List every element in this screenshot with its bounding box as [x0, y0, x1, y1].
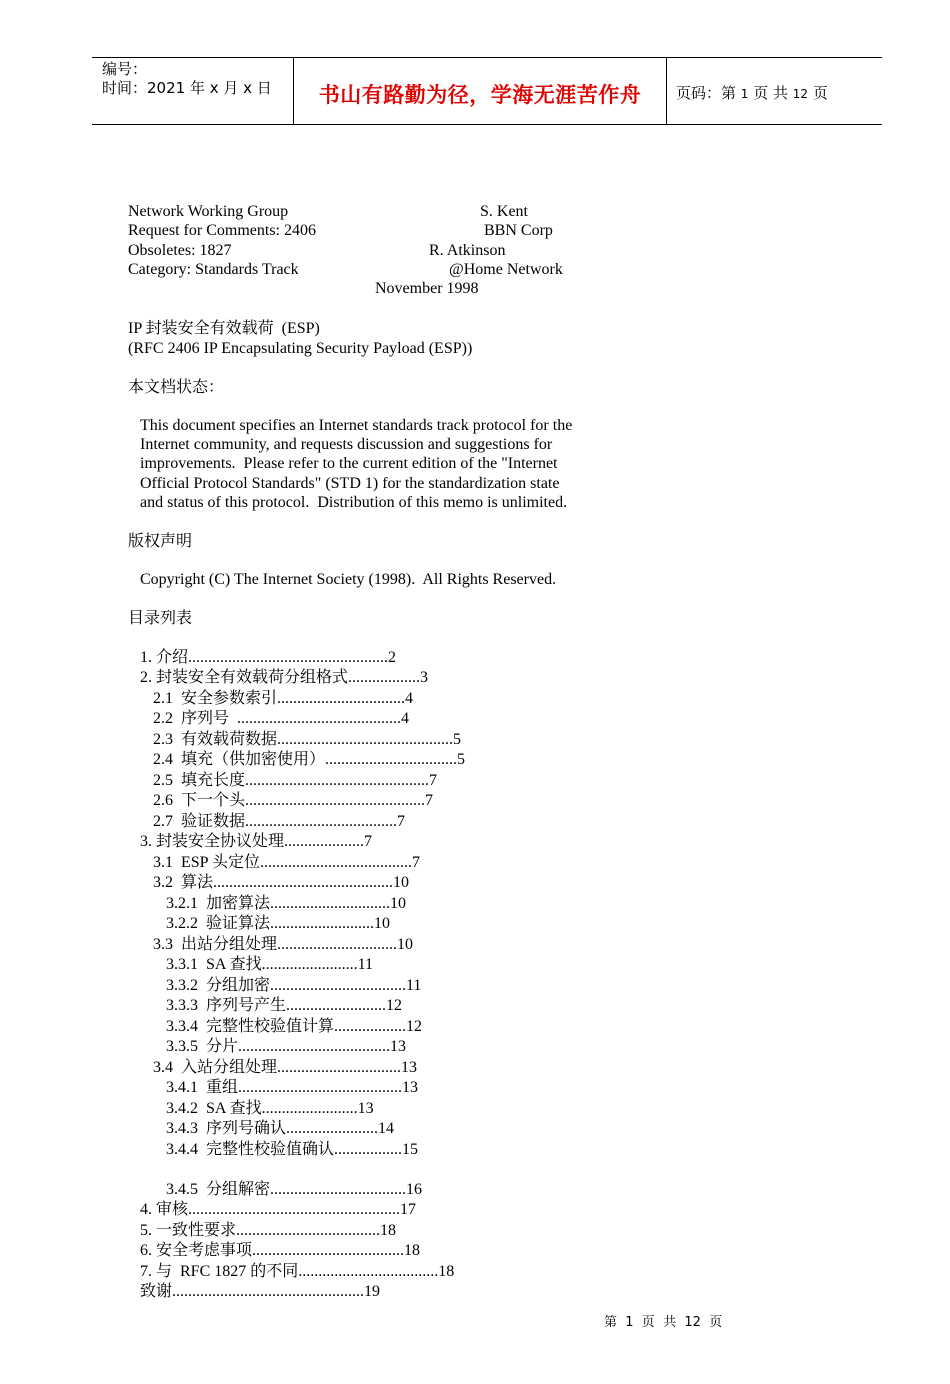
toc-entry[interactable]: 3.3.5 分片......................................13: [166, 1038, 407, 1055]
rfc-meta-left-1: Request for Comments: 2406: [128, 222, 316, 239]
toc-entry[interactable]: 2.7 验证数据......................................7: [153, 813, 406, 830]
toc-entry[interactable]: 2.4 填充（供加密使用）.................................5: [153, 751, 466, 768]
page-footer: 第 1 页 共 12 页: [604, 1315, 723, 1330]
doc-title-zh: IP 封装安全有效载荷 (ESP): [128, 320, 320, 337]
toc-entry[interactable]: 6. 安全考虑事项......................................18: [140, 1242, 421, 1259]
header-page-number: [676, 82, 828, 103]
toc-entry[interactable]: 3. 封装安全协议处理....................7: [140, 833, 373, 850]
rfc-meta-left-3: Category: Standards Track: [128, 261, 299, 278]
rfc-meta-left-0: Network Working Group: [128, 203, 289, 220]
toc-entry[interactable]: 2.3 有效载荷数据............................................5: [153, 731, 462, 748]
copyright-heading: 版权声明: [128, 533, 193, 550]
serial-label: 编号：: [102, 60, 148, 78]
rfc-meta-right-3: @Home Network: [449, 261, 563, 278]
status-line-3: Official Protocol Standards" (STD 1) for the standardization state: [140, 475, 560, 492]
toc-entry[interactable]: 3.3 出站分组处理..............................10: [153, 936, 414, 953]
toc-entry[interactable]: 3.2.2 验证算法..........................10: [166, 915, 391, 932]
page-label-suffix: 页: [812, 84, 828, 102]
toc-entry[interactable]: 3.3.1 SA 查找........................11: [166, 956, 373, 973]
rfc-meta-right-1: BBN Corp: [484, 222, 553, 239]
toc-entry[interactable]: 2.2 序列号 .........................................4: [153, 710, 410, 727]
rfc-meta-left-2: Obsoletes: 1827: [128, 242, 232, 259]
toc-entry[interactable]: 2.5 填充长度..............................................7: [153, 772, 438, 789]
toc-entry[interactable]: 3.4 入站分组处理...............................13: [153, 1059, 418, 1076]
status-line-0: This document specifies an Internet standards track protocol for the: [140, 417, 573, 434]
toc-entry[interactable]: 1. 介绍..................................................2: [140, 649, 397, 666]
toc-entry[interactable]: 2.1 安全参数索引................................4: [153, 690, 414, 707]
toc-entry[interactable]: 3.4.4 完整性校验值确认.................15: [166, 1141, 419, 1158]
toc-entry[interactable]: 2. 封装安全有效载荷分组格式..................3: [140, 669, 429, 686]
toc-entry[interactable]: 3.3.3 序列号产生.........................12: [166, 997, 403, 1014]
header-info: [102, 60, 272, 98]
header-bottom-rule: [92, 124, 882, 125]
header-divider-right: [666, 57, 667, 125]
page-label-prefix: 页码：第: [676, 84, 737, 102]
toc-entry[interactable]: 2.6 下一个头.............................................7: [153, 792, 434, 809]
toc-entry[interactable]: 7. 与 RFC 1827 的不同...................................18: [140, 1263, 455, 1280]
toc-entry[interactable]: 3.4.5 分组解密..................................16: [166, 1181, 423, 1198]
toc-entry[interactable]: 3.3.2 分组加密..................................11: [166, 977, 422, 994]
toc-entry[interactable]: 致谢................................................19: [140, 1283, 381, 1300]
toc-entry[interactable]: 3.4.3 序列号确认.......................14: [166, 1120, 395, 1137]
time-label: 时间：2021 年 x 月 x 日: [102, 79, 272, 97]
header-motto: 书山有路勤为径，学海无涯苦作舟: [318, 83, 642, 107]
page-total: 12: [792, 87, 809, 101]
toc-entry[interactable]: 3.3.4 完整性校验值计算..................12: [166, 1018, 423, 1035]
toc-entry[interactable]: 3.1 ESP 头定位......................................7: [153, 854, 420, 871]
toc-entry[interactable]: 3.2.1 加密算法..............................10: [166, 895, 407, 912]
toc-entry[interactable]: 3.4.1 重组.........................................13: [166, 1079, 419, 1096]
header-top-rule: [92, 57, 882, 58]
status-line-4: and status of this protocol. Distribution of this memo is unlimited.: [140, 494, 568, 511]
rfc-meta-right-2: R. Atkinson: [429, 242, 506, 259]
status-line-1: Internet community, and requests discussion and suggestions for: [140, 436, 553, 453]
status-line-2: improvements. Please refer to the current edition of the "Internet: [140, 455, 558, 472]
doc-title-en: (RFC 2406 IP Encapsulating Security Payload (ESP)): [128, 340, 473, 357]
copyright-text: Copyright (C) The Internet Society (1998). All Rights Reserved.: [140, 571, 557, 588]
toc-entry[interactable]: 5. 一致性要求....................................18: [140, 1222, 397, 1239]
rfc-date: November 1998: [375, 280, 479, 297]
toc-entry[interactable]: 3.4.2 SA 查找........................13: [166, 1100, 374, 1117]
toc-heading: 目录列表: [128, 610, 193, 627]
toc-entry[interactable]: 4. 审核.....................................................17: [140, 1201, 417, 1218]
page-current: 1: [740, 87, 749, 101]
toc-entry[interactable]: 3.2 算法.............................................10: [153, 874, 410, 891]
status-heading: 本文档状态：: [128, 379, 225, 396]
rfc-meta-right-0: S. Kent: [480, 203, 528, 220]
page-label-mid: 页 共: [753, 84, 788, 102]
